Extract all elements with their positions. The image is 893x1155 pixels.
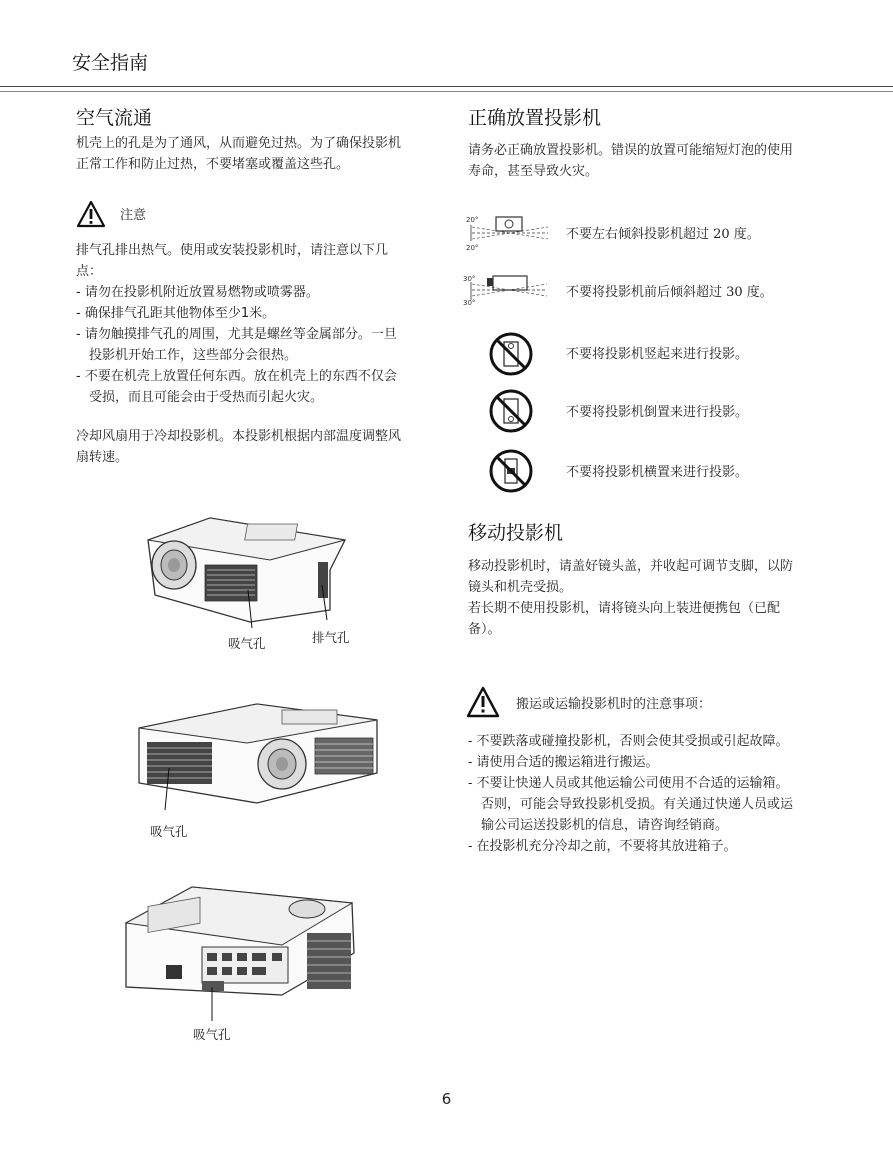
placement-intro: [468, 140, 838, 182]
no-inverted-icon: [488, 388, 534, 434]
list-item: - 请勿在投影机附近放置易燃物或喷雾器。: [76, 285, 319, 300]
moving-paragraph-line: 镜头和机壳受损。: [468, 580, 573, 595]
fig3-intake-label: 吸气孔: [193, 1027, 231, 1042]
list-item: - 不要跌落或碰撞投影机，否则会使其受损或引起故障。: [468, 734, 789, 749]
placement-rule-1: 不要左右倾斜投影机超过 20 度。: [566, 227, 760, 242]
placement-rule-4: 不要将投影机倒置来进行投影。: [566, 405, 749, 420]
list-item: - 确保排气孔距其他物体至少1米。: [76, 306, 276, 321]
fan-note-line: 冷却风扇用于冷却投影机。本投影机根据内部温度调整风: [76, 429, 402, 444]
no-vertical-icon: [488, 331, 534, 377]
caution-intro: [76, 240, 446, 282]
warning-triangle-icon: [466, 686, 500, 718]
moving-paragraph-line: 备）。: [468, 622, 501, 637]
projector-side-illustration: [137, 698, 382, 813]
page-header-title: 安全指南: [72, 52, 149, 74]
moving-paragraph-line: 若长期不使用投影机，请将镜头向上装进便携包（已配: [468, 601, 781, 616]
list-item-text: 受损，而且可能会由于受热而引起火灾。: [89, 390, 324, 405]
header-rule: [0, 86, 893, 87]
list-item-text: 不要在机壳上放置任何东西。放在机壳上的东西不仅会: [84, 369, 397, 384]
placement-rule-5: 不要将投影机横置来进行投影。: [566, 465, 749, 480]
ventilation-intro-line: 机壳上的孔是为了通风，从而避免过热。为了确保投影机: [76, 136, 402, 151]
side-tilt-icon: [466, 213, 550, 253]
list-item-text: 在投影机充分冷却之前，不要将其放进箱子。: [476, 839, 737, 854]
list-item-text: 请勿在投影机附近放置易燃物或喷雾器。: [84, 285, 319, 300]
list-item-text: 投影机开始工作，这些部分会很热。: [89, 348, 298, 363]
ventilation-intro: [76, 133, 446, 175]
ventilation-heading: 空气流通: [76, 107, 153, 129]
header-rule-thin: [0, 91, 893, 92]
no-sideways-icon: [488, 448, 534, 494]
list-item-text: 输公司运送投影机的信息，请咨询经销商。: [481, 818, 729, 833]
caution-intro-line: 点：: [76, 264, 103, 279]
caution-list: [76, 282, 448, 408]
fig1-exhaust-label: 排气孔: [312, 630, 350, 645]
fan-note: [76, 426, 446, 468]
placement-intro-line: 寿命，甚至导致火灾。: [468, 164, 599, 179]
placement-intro-line: 请务必正确放置投影机。错误的放置可能缩短灯泡的使用: [468, 143, 794, 158]
caution-intro-line: 排气孔排出热气。使用或安装投影机时，请注意以下几: [76, 243, 389, 258]
ventilation-intro-line: 正常工作和防止过热，不要堵塞或覆盖这些孔。: [76, 157, 350, 172]
list-item-text: 请使用合适的搬运箱进行搬运。: [476, 755, 659, 770]
fig2-intake-label: 吸气孔: [150, 824, 188, 839]
placement-heading: 正确放置投影机: [468, 107, 602, 129]
moving-paragraph-line: 移动投影机时，请盖好镜头盖，并收起可调节支脚，以防: [468, 559, 794, 574]
list-item: - 不要让快递人员或其他运输公司使用不合适的运输箱。 否则，可能会导致投影机受损。有关通过快递人员或运 输公司运送投影机的信息，请咨询经销商。: [468, 776, 794, 833]
placement-rule-3: 不要将投影机竖起来进行投影。: [566, 347, 749, 362]
list-item: - 请使用合适的搬运箱进行搬运。: [468, 755, 659, 770]
transport-caution-label: 搬运或运输投影机时的注意事项：: [516, 697, 712, 712]
warning-triangle-icon: [76, 200, 106, 228]
list-item: - 在投影机充分冷却之前，不要将其放进箱子。: [468, 839, 737, 854]
fan-note-line: 扇转速。: [76, 450, 129, 465]
projector-front-illustration: [140, 510, 360, 630]
fig1-intake-label: 吸气孔: [228, 636, 266, 651]
projector-rear-illustration: [122, 883, 358, 1023]
placement-rule-2: 不要将投影机前后倾斜超过 30 度。: [566, 285, 773, 300]
moving-paragraphs: [468, 556, 840, 640]
moving-heading: 移动投影机: [468, 522, 564, 544]
list-item-text: 否则，可能会导致投影机受损。有关通过快递人员或运: [481, 797, 794, 812]
tilt-angle-top: 20°: [466, 216, 479, 224]
caution-label: 注意: [120, 208, 147, 223]
tilt-angle-top: 30°: [463, 275, 476, 283]
list-item-text: 确保排气孔距其他物体至少1米。: [84, 306, 276, 321]
list-item-text: 不要让快递人员或其他运输公司使用不合适的运输箱。: [476, 776, 789, 791]
transport-list: [468, 731, 848, 857]
tilt-angle-bottom: 30°: [463, 299, 476, 307]
list-item-text: 请勿触摸排气孔的周围，尤其是螺丝等金属部分。一旦: [84, 327, 397, 342]
list-item-text: 不要跌落或碰撞投影机，否则会使其受损或引起故障。: [476, 734, 789, 749]
front-tilt-icon: [463, 272, 549, 308]
list-item: - 请勿触摸排气孔的周围，尤其是螺丝等金属部分。一旦 投影机开始工作，这些部分会很热。: [76, 327, 397, 363]
list-item: - 不要在机壳上放置任何东西。放在机壳上的东西不仅会 受损，而且可能会由于受热而引起火灾。: [76, 369, 397, 405]
tilt-angle-bottom: 20°: [466, 244, 479, 252]
page-number: 6: [441, 1090, 452, 1108]
